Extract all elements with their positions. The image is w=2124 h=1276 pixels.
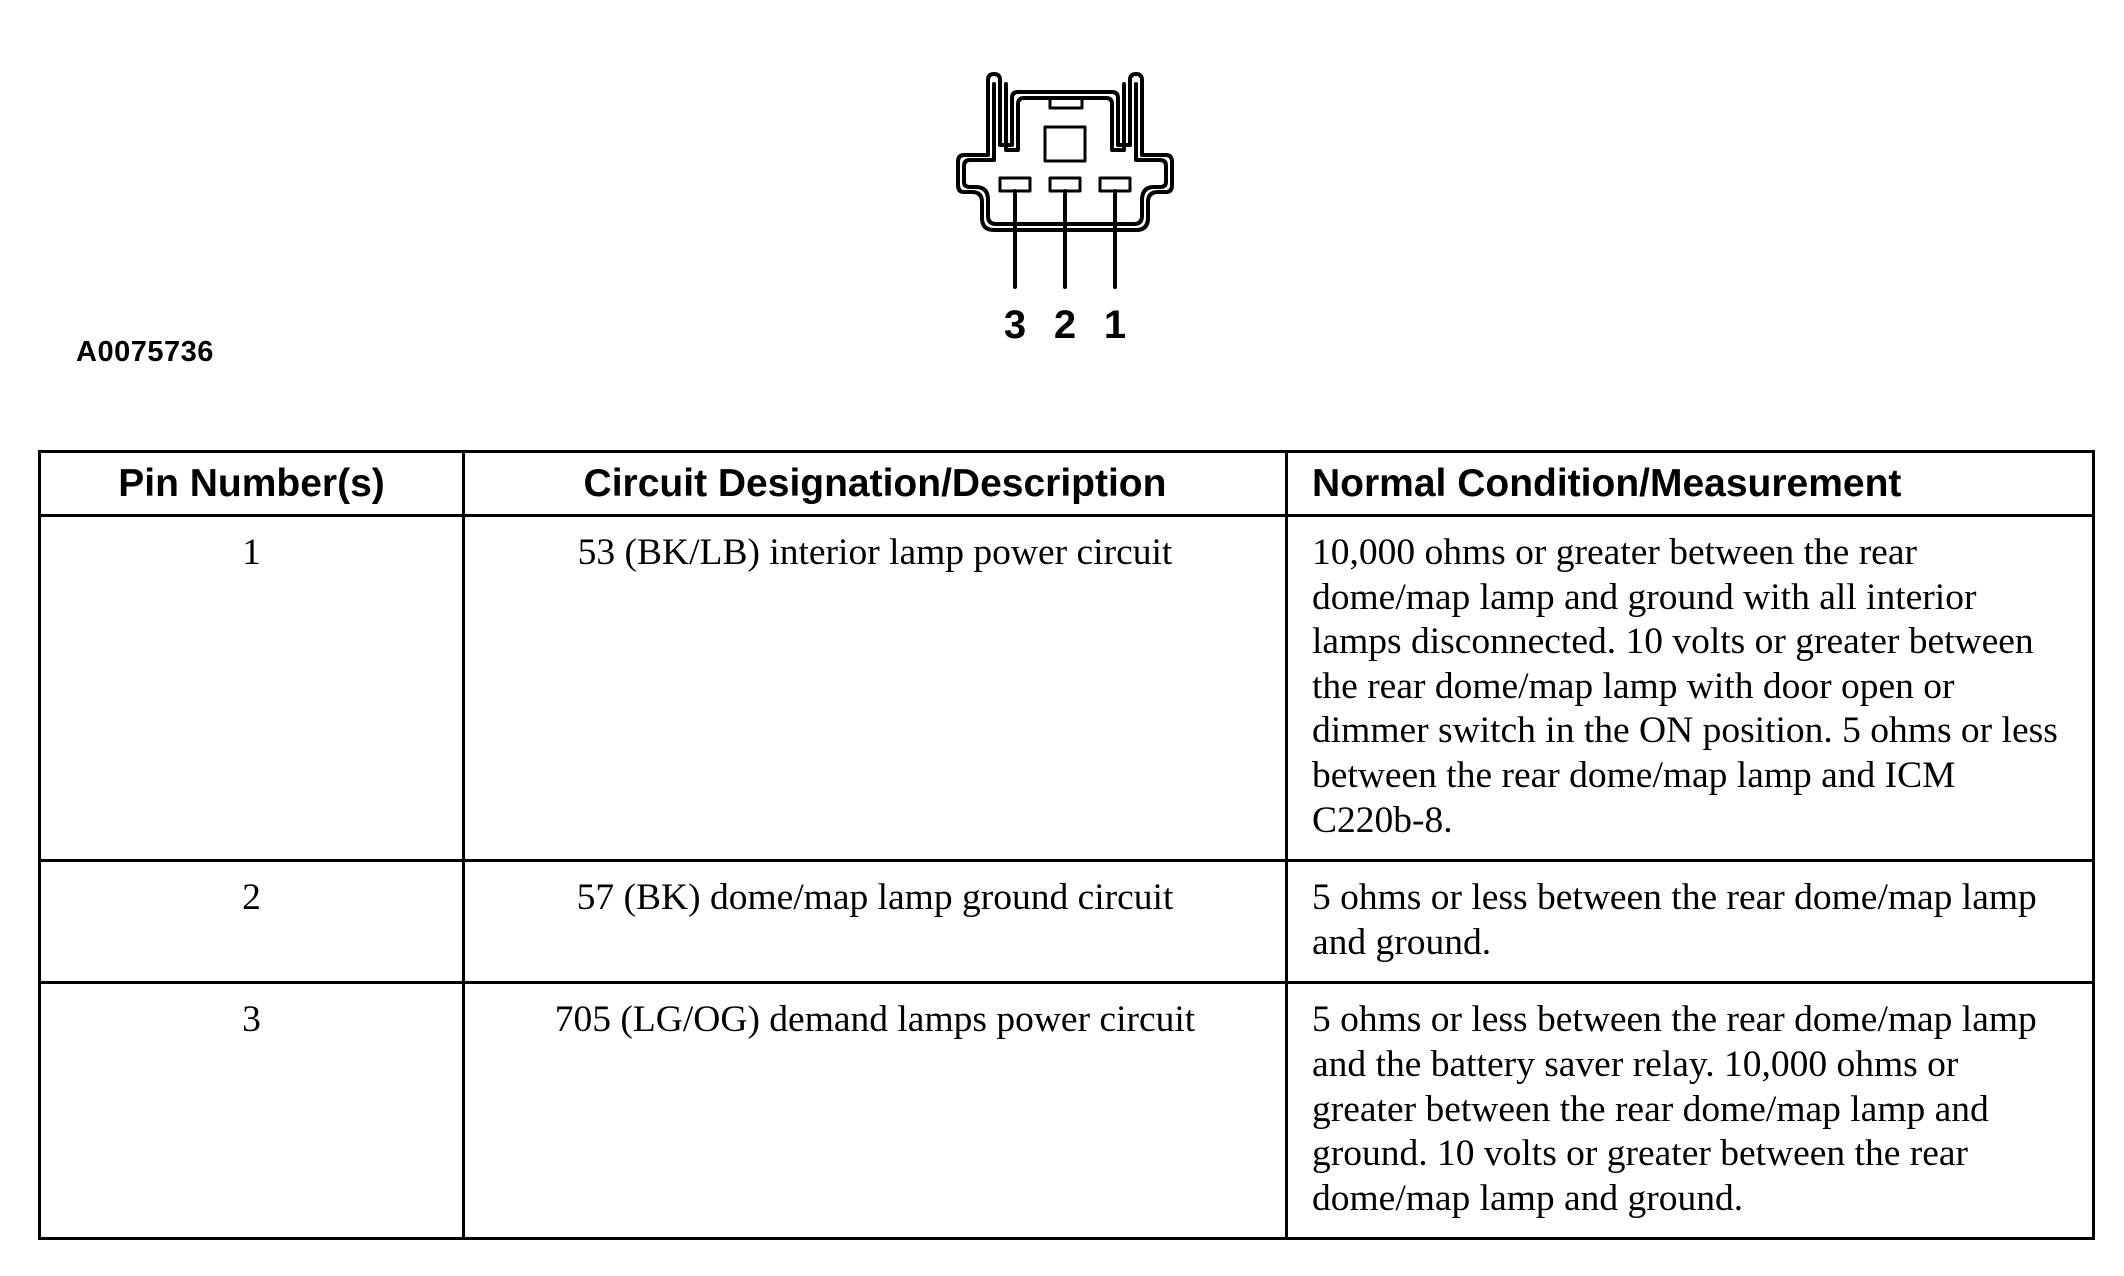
measurement-cell: 10,000 ohms or greater between the rear dome/map lamp and ground with all interior lamps disconnected. 10 volts or greater between the rear dome/map lamp with door open or dimmer switch in the ON position. 5 ohms or less between the rear dome/map lamp and ICM C220b-8. (1287, 516, 2094, 861)
connector-latch (1050, 98, 1082, 108)
circuit-description-cell: 705 (LG/OG) demand lamps power circuit (464, 983, 1287, 1239)
pin-number-cell: 3 (40, 983, 464, 1239)
table-row (40, 983, 2094, 1239)
header-pin-number: Pin Number(s) (40, 452, 464, 516)
table-row (40, 861, 2094, 983)
figure-id: A0075736 (76, 336, 214, 368)
circuit-description-cell: 57 (BK) dome/map lamp ground circuit (464, 861, 1287, 983)
header-normal-measurement: Normal Condition/Measurement (1287, 452, 2094, 516)
pin-label-1: 1 (1103, 303, 1127, 347)
table-row (40, 516, 2094, 861)
measurement-cell: 5 ohms or less between the rear dome/map lamp and the battery saver relay. 10,000 ohms or greater between the rear dome/map lamp and ground. 10 volts or greater between the rear dome/map lamp and ground. (1287, 983, 2094, 1239)
pin-number-cell: 1 (40, 516, 464, 861)
table-header-row (40, 452, 2094, 516)
pin-number-cell: 2 (40, 861, 464, 983)
pin-label-2: 2 (1053, 303, 1077, 347)
connector-lock-window (1045, 127, 1085, 161)
pin-table (38, 450, 2095, 1240)
header-circuit-description: Circuit Designation/Description (464, 452, 1287, 516)
pin-label-3: 3 (1003, 303, 1027, 347)
measurement-cell: 5 ohms or less between the rear dome/map lamp and ground. (1287, 861, 2094, 983)
circuit-description-cell: 53 (BK/LB) interior lamp power circuit (464, 516, 1287, 861)
